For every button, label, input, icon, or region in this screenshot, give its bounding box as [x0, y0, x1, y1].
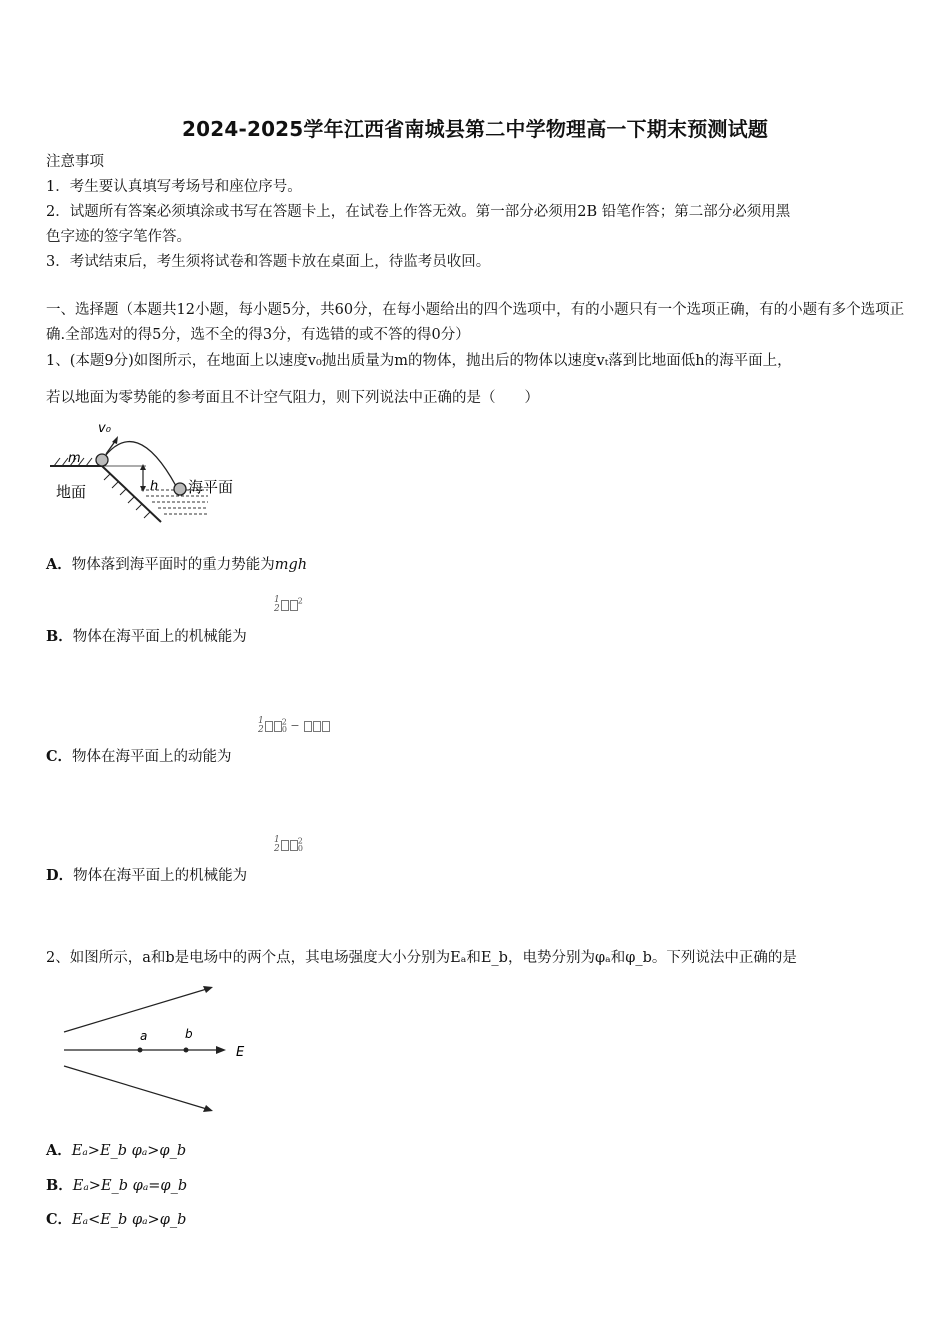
label-b: b — [185, 1027, 193, 1041]
end-ball — [174, 483, 186, 495]
q2-stem: 2、如图所示，a和b是电场中的两个点，其电场强度大小分别为Eₐ和E_b，电势分别为φₐ和φ_b。下列说法中正确的是 — [46, 950, 797, 966]
v0-arrow-icon — [112, 436, 118, 444]
trajectory — [102, 442, 176, 486]
option-text: 物体落到海平面时的重力势能为 — [71, 557, 275, 573]
q1-stem-line2: 若以地面为零势能的参考面且不计空气阻力，则下列说法中正确的是（ ） — [46, 390, 539, 406]
label-ground: 地面 — [56, 483, 87, 501]
notice-heading: 注意事项 — [46, 154, 104, 170]
arrow-middle-icon — [216, 1046, 226, 1054]
notice-item: 色字迹的签字笔作答。 — [46, 229, 191, 245]
q1-option-b[interactable] — [46, 627, 247, 647]
notice-item: 1．考生要认真填写考场号和座位序号。 — [46, 179, 302, 195]
notice-item: 3．考试结束后，考生须将试卷和答题卡放在桌面上，待监考员收回。 — [46, 254, 491, 270]
q1-stem-line1: 1、(本题9分)如图所示，在地面上以速度v₀抛出质量为m的物体，抛出后的物体以速度vₜ落到比地面低h的海平面上， — [46, 353, 792, 369]
label-E: E — [236, 1045, 245, 1060]
point-a — [138, 1048, 143, 1053]
q2-option-c[interactable] — [46, 1210, 186, 1230]
option-label: C． — [46, 748, 73, 765]
q1-option-c[interactable] — [46, 747, 232, 767]
formula-d: 1 2 $^2_0$ — [274, 835, 303, 854]
start-ball — [96, 454, 108, 466]
q2-field-figure — [60, 980, 260, 1120]
point-b — [184, 1048, 189, 1053]
field-line-bottom — [64, 1066, 210, 1110]
h-arrow-down-icon — [140, 486, 146, 492]
page-title: 2024-2025学年江西省南城县第二中学物理高一下期末预测试题 — [181, 117, 769, 141]
option-text: 物体在海平面上的动能为 — [72, 749, 232, 765]
section-heading: 一、选择题（本题共12小题，每小题5分，共60分，在每小题给出的四个选项中，有的小题只有一个选项正确，有的小题有多个选项正确.全部选对的得5分，选不全的得3分，有选错的或不答的得0分） — [46, 302, 905, 343]
label-sea: 海平面 — [188, 478, 234, 496]
option-label: B． — [46, 1177, 73, 1194]
q1-option-a[interactable] — [46, 555, 307, 575]
label-m: m — [68, 451, 81, 466]
option-label: D． — [46, 867, 74, 884]
option-label: A． — [46, 1142, 72, 1159]
q1-option-d[interactable] — [46, 866, 247, 886]
option-label: A． — [46, 556, 72, 573]
option-label: C． — [46, 1211, 73, 1228]
arrow-top-icon — [203, 986, 213, 993]
option-formula: mgh — [274, 557, 308, 573]
formula-c: 1 2 $^2_0$ − — [258, 717, 330, 735]
q2-option-a[interactable] — [46, 1141, 186, 1161]
notice-item: 2．试题所有答案必须填涂或书写在答题卡上，在试卷上作答无效。第一部分必须用2B 铅笔作答；第二部分必须用黑 — [46, 204, 791, 220]
label-v0: v₀ — [98, 421, 111, 436]
arrow-bottom-icon — [203, 1105, 213, 1112]
option-text: 物体在海平面上的机械能为 — [73, 868, 248, 884]
option-text: 物体在海平面上的机械能为 — [72, 629, 247, 645]
option-text: Eₐ<E_b φₐ>φ_b — [72, 1212, 187, 1228]
q2-option-b[interactable] — [46, 1176, 187, 1196]
option-text: Eₐ>E_b φₐ>φ_b — [71, 1143, 187, 1159]
h-arrow-up-icon — [140, 464, 146, 470]
field-line-top — [64, 988, 210, 1032]
cliff-edge — [102, 466, 161, 522]
label-a: a — [140, 1029, 148, 1043]
option-text: Eₐ>E_b φₐ=φ_b — [72, 1178, 188, 1194]
formula-b: 1 2 $^2$ — [274, 595, 303, 614]
option-label: B． — [46, 628, 73, 645]
label-h: h — [150, 479, 159, 494]
q1-projectile-figure — [46, 418, 246, 528]
